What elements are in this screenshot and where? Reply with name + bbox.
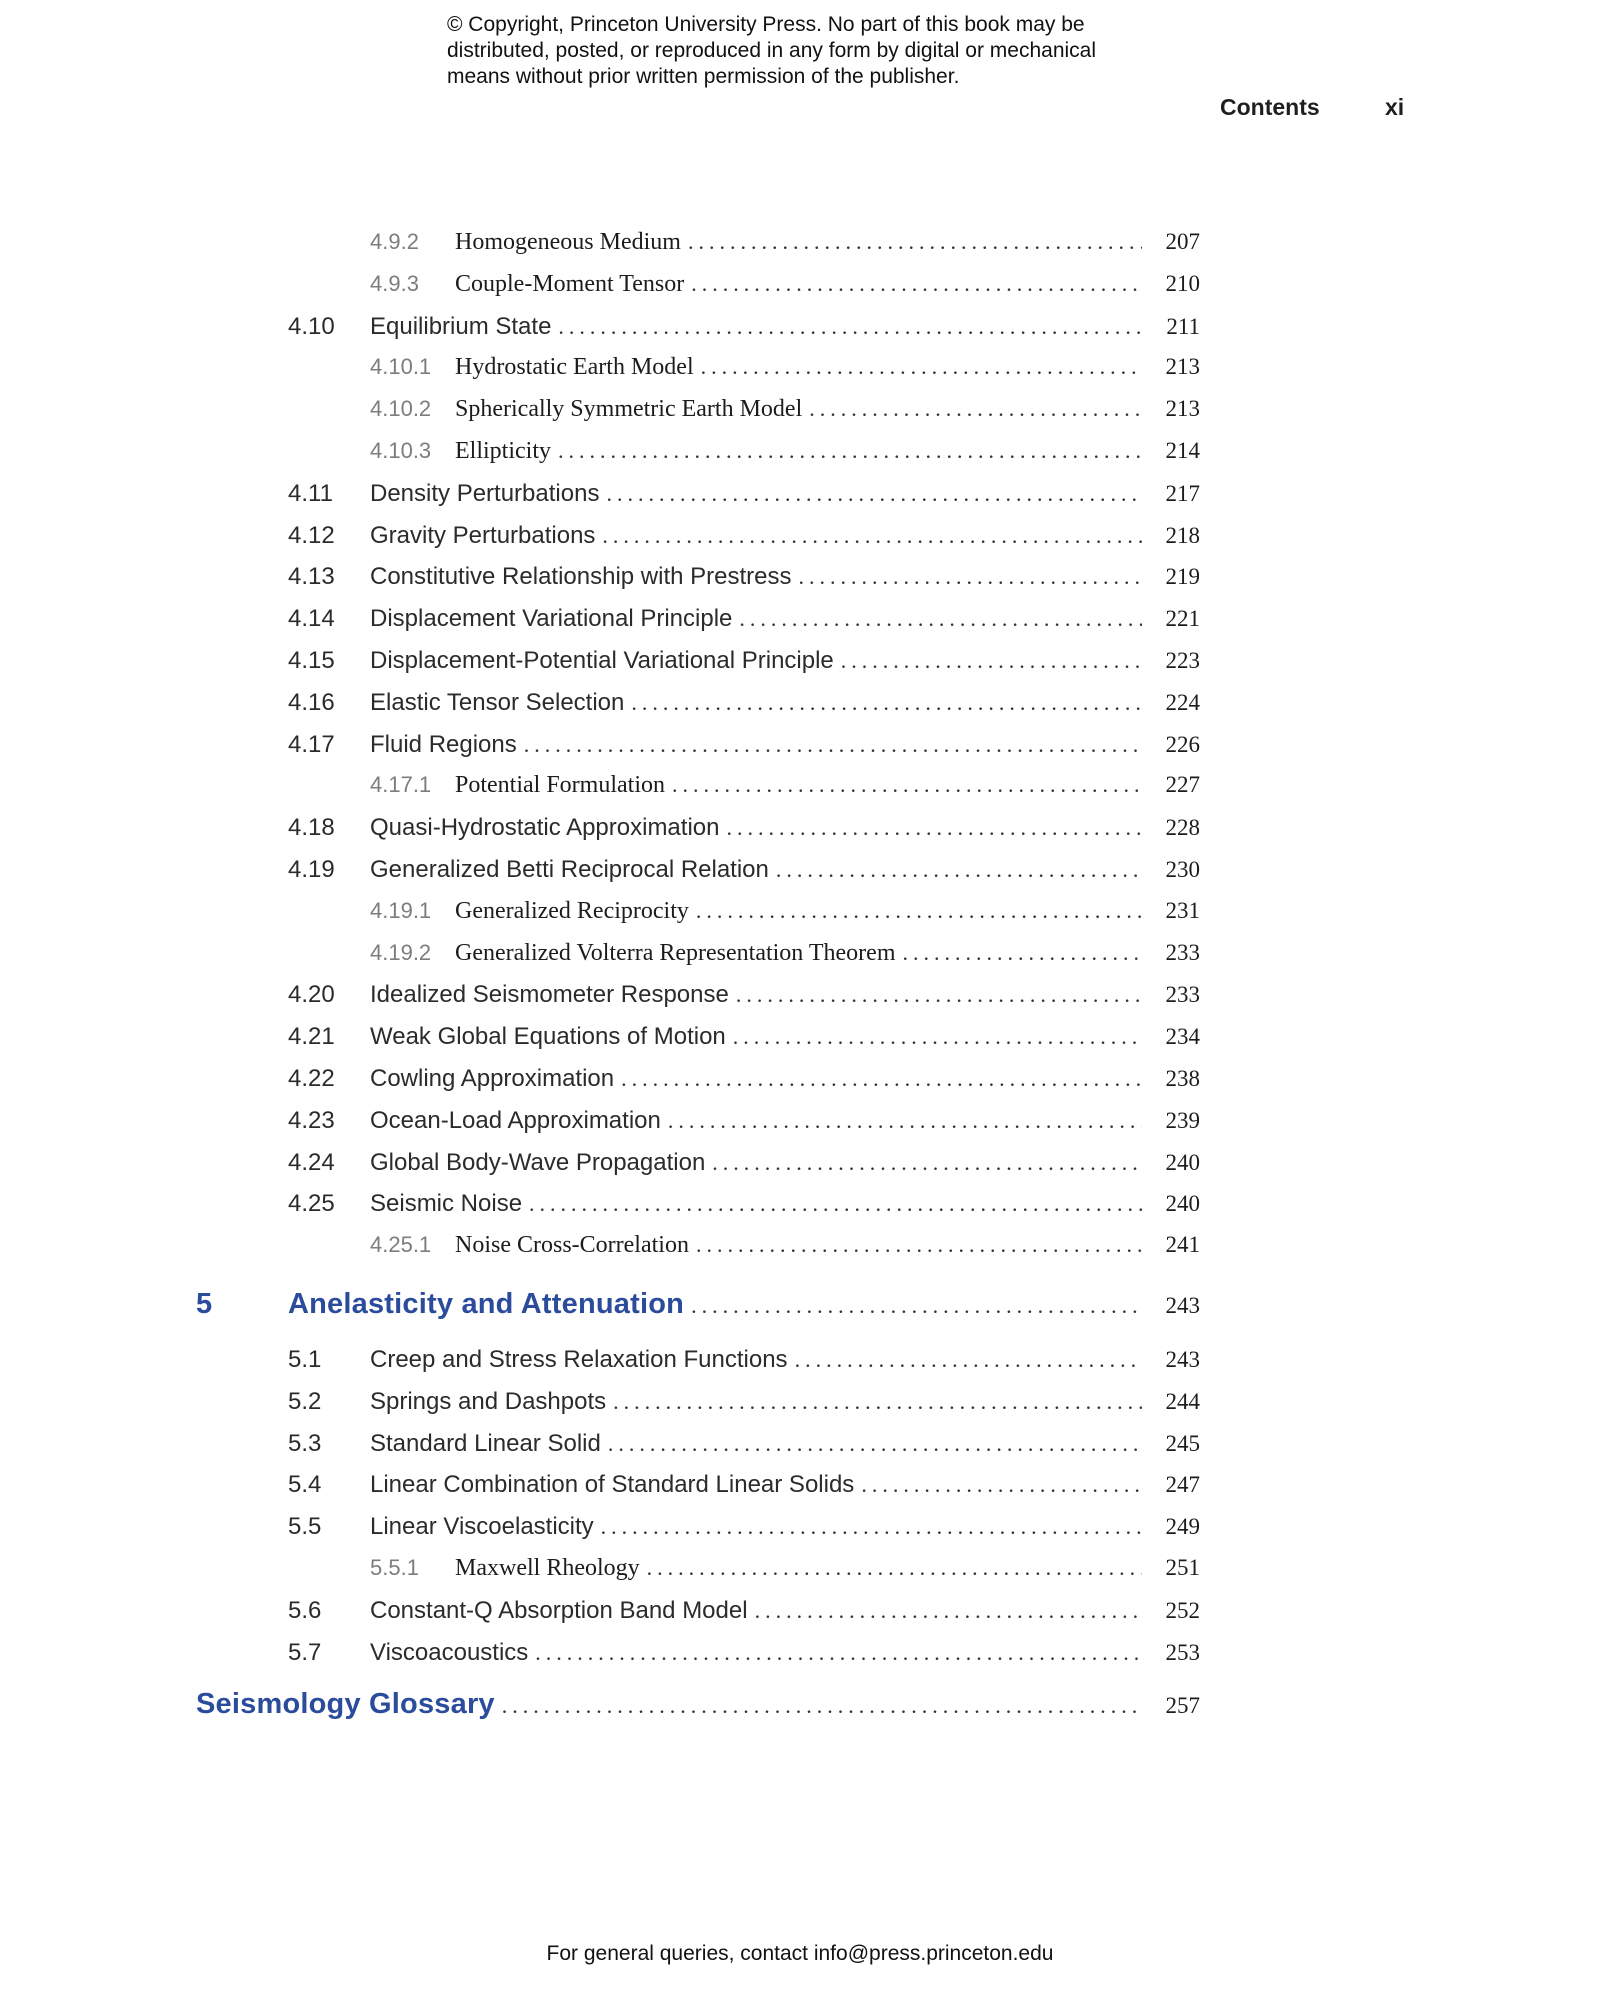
running-head-page-number: xi	[1385, 94, 1405, 120]
toc-entry-title: Elastic Tensor Selection	[370, 688, 625, 716]
dot-leader	[631, 690, 1142, 716]
toc-entry-title: Constant-Q Absorption Band Model	[370, 1596, 748, 1624]
toc-row-5.1[interactable]	[196, 1346, 1200, 1388]
toc-row-4.24[interactable]	[196, 1149, 1200, 1191]
dot-leader	[861, 1472, 1142, 1498]
toc-entry-title: Global Body-Wave Propagation	[370, 1148, 706, 1176]
toc-row-5[interactable]	[196, 1288, 1200, 1346]
dot-leader	[502, 1693, 1142, 1719]
toc-entry-page: 239	[1165, 1107, 1200, 1133]
toc-row-4.21[interactable]	[196, 1023, 1200, 1065]
dot-leader	[696, 898, 1142, 924]
toc-row-5.3[interactable]	[196, 1430, 1200, 1472]
dot-leader	[558, 314, 1142, 340]
toc-row-4.17.1[interactable]	[196, 772, 1200, 814]
dot-leader	[795, 1347, 1142, 1373]
toc-entry-page: 243	[1165, 1292, 1200, 1318]
toc-entry-title: Generalized Volterra Representation Theorem	[455, 939, 896, 966]
dot-leader	[601, 1514, 1142, 1540]
toc-entry-number: 4.19.1	[370, 897, 432, 923]
dot-leader	[841, 648, 1142, 674]
toc-entry-title: Displacement Variational Principle	[370, 605, 733, 633]
toc-row-5.5[interactable]	[196, 1513, 1200, 1555]
toc-entry-page: 221	[1165, 606, 1200, 632]
toc-entry-page: 207	[1165, 229, 1200, 254]
toc-entry-page: 240	[1165, 1191, 1200, 1217]
toc-entry-title: Noise Cross-Correlation	[455, 1232, 689, 1259]
toc-row-4.25.1[interactable]	[196, 1232, 1200, 1274]
toc-entry-page: 219	[1165, 564, 1200, 590]
toc-row-5.5.1[interactable]	[196, 1555, 1200, 1597]
toc-entry-number: 4.25	[288, 1190, 335, 1218]
toc-row-4.23[interactable]	[196, 1107, 1200, 1149]
dot-leader	[668, 1108, 1142, 1134]
toc-entry-number: 4.9.3	[370, 270, 419, 296]
toc-entry-page: 249	[1165, 1514, 1200, 1540]
toc-entry-title: Quasi-Hydrostatic Approximation	[370, 814, 720, 842]
toc-row-4.22[interactable]	[196, 1065, 1200, 1107]
toc-entry-page: 244	[1165, 1388, 1200, 1414]
toc-entry-page: 243	[1165, 1346, 1200, 1372]
dot-leader	[701, 354, 1142, 380]
toc-entry-title: Idealized Seismometer Response	[370, 981, 729, 1009]
toc-entry-page: 234	[1165, 1024, 1200, 1050]
toc-row-4.16[interactable]	[196, 689, 1200, 731]
toc-entry-number: 4.15	[288, 646, 335, 674]
dot-leader	[733, 1024, 1142, 1050]
dot-leader	[688, 229, 1142, 255]
toc-entry-page: 252	[1165, 1597, 1200, 1623]
toc-row-5.4[interactable]	[196, 1471, 1200, 1513]
toc-entry-page: 228	[1165, 815, 1200, 841]
toc-entry-page: 233	[1165, 939, 1200, 965]
toc-entry-number: 4.19	[288, 855, 335, 883]
dot-leader	[712, 1150, 1142, 1176]
toc-entry-page: 213	[1165, 396, 1200, 422]
toc-entry-number: 5.4	[288, 1471, 322, 1499]
toc-entry-number: 4.16	[288, 688, 335, 716]
toc-entry-number: 5.7	[288, 1638, 322, 1666]
toc-entry-number: 4.20	[288, 981, 335, 1009]
toc-entry-title: Linear Combination of Standard Linear Solids	[370, 1471, 855, 1499]
toc-entry-page: 251	[1165, 1554, 1200, 1580]
toc-entry-number: 4.13	[288, 563, 335, 591]
toc-entry-title: Fluid Regions	[370, 730, 517, 758]
dot-leader	[799, 564, 1142, 590]
toc-row-4.10[interactable]	[196, 313, 1200, 355]
toc-entry-number: 4.17	[288, 730, 335, 758]
toc-entry-title: Creep and Stress Relaxation Functions	[370, 1345, 788, 1373]
toc-row-4.14[interactable]	[196, 605, 1200, 647]
toc-row-4.9.3[interactable]	[196, 271, 1200, 313]
toc-row-5.6[interactable]	[196, 1597, 1200, 1639]
toc-entry-page: 245	[1165, 1430, 1200, 1456]
toc-entry-number: 4.10.1	[370, 354, 432, 380]
toc-entry-number: 5.5.1	[370, 1554, 419, 1580]
toc-entry-title: Potential Formulation	[455, 772, 665, 799]
toc-row-4.18[interactable]	[196, 814, 1200, 856]
toc-entry-number: 4.10.2	[370, 396, 432, 422]
toc-entry-page: 227	[1165, 772, 1200, 798]
running-head-section: Contents	[1220, 94, 1320, 120]
toc-entry-title: Gravity Perturbations	[370, 521, 596, 549]
toc-row-4.12[interactable]	[196, 522, 1200, 564]
toc-entry-number: 5.1	[288, 1345, 322, 1373]
toc-row-5.7[interactable]	[196, 1639, 1200, 1681]
toc-entry-title: Constitutive Relationship with Prestress	[370, 563, 792, 591]
toc-entry-number: 4.19.2	[370, 939, 432, 965]
toc-entry-title: Anelasticity and Attenuation	[288, 1287, 685, 1320]
toc-row-4.19.1[interactable]	[196, 898, 1200, 940]
toc-entry-number: 5	[196, 1287, 213, 1320]
dot-leader	[736, 982, 1142, 1008]
dot-leader	[558, 438, 1142, 464]
toc-entry-number: 4.23	[288, 1106, 335, 1134]
toc-entry-number: 4.25.1	[370, 1232, 432, 1258]
toc-entry-number: 4.12	[288, 521, 335, 549]
toc-entry-number: 4.14	[288, 605, 335, 633]
dot-leader	[726, 815, 1142, 841]
toc-entry-number: 4.10.3	[370, 437, 432, 463]
toc-entry-page: 224	[1165, 689, 1200, 715]
toc-entry-title: Linear Viscoelasticity	[370, 1513, 594, 1541]
toc-row-4.15[interactable]	[196, 647, 1200, 689]
toc-entry-title: Generalized Reciprocity	[455, 897, 689, 924]
toc-entry-page: 211	[1166, 313, 1200, 339]
toc-entry-number: 4.11	[288, 479, 333, 507]
toc-entry-page: 226	[1165, 731, 1200, 757]
toc-entry-page: 241	[1165, 1232, 1200, 1258]
toc-entry-page: 257	[1165, 1693, 1200, 1719]
toc-entry-page: 231	[1165, 897, 1200, 923]
toc-row-4.11[interactable]	[196, 480, 1200, 522]
dot-leader	[672, 772, 1142, 798]
toc-entry-title: Equilibrium State	[370, 312, 552, 340]
toc-entry-title: Spherically Symmetric Earth Model	[455, 396, 803, 423]
toc-entry-number: 4.22	[288, 1064, 335, 1092]
toc-entry-page: 230	[1165, 856, 1200, 882]
toc-entry-number: 4.21	[288, 1023, 335, 1051]
dot-leader	[776, 857, 1142, 883]
toc-entry-title: Seismology Glossary	[196, 1688, 495, 1721]
dot-leader	[602, 523, 1142, 549]
toc-row-4.17[interactable]	[196, 731, 1200, 773]
toc-entry-page: 217	[1165, 480, 1200, 506]
toc-row-4.10.2[interactable]	[196, 396, 1200, 438]
toc-row-4.19[interactable]	[196, 856, 1200, 898]
toc-entry-title: Cowling Approximation	[370, 1064, 615, 1092]
dot-leader	[535, 1640, 1142, 1666]
dot-leader	[739, 606, 1142, 632]
toc-entry-title: Ocean-Load Approximation	[370, 1106, 661, 1134]
copyright-line-3: means without prior written permission of the publisher.	[447, 65, 960, 88]
dot-leader	[606, 481, 1142, 507]
toc-row-4.10.3[interactable]	[196, 438, 1200, 480]
toc-entry-title: Standard Linear Solid	[370, 1429, 601, 1457]
toc-entry-title: Viscoacoustics	[370, 1638, 529, 1666]
toc-entry-number: 4.9.2	[370, 229, 419, 254]
toc-entry-title: Couple-Moment Tensor	[455, 270, 685, 297]
toc-entry-page: 210	[1165, 270, 1200, 296]
dot-leader	[809, 396, 1142, 422]
table-of-contents	[196, 229, 1200, 1746]
toc-entry-title: Density Perturbations	[370, 479, 600, 507]
dot-leader	[691, 271, 1142, 297]
dot-leader	[524, 732, 1142, 758]
toc-entry-title: Maxwell Rheology	[455, 1554, 640, 1581]
toc-entry-page: 218	[1165, 522, 1200, 548]
toc-entry-number: 5.2	[288, 1387, 322, 1415]
toc-entry-title: Weak Global Equations of Motion	[370, 1023, 726, 1051]
toc-entry-page: 240	[1165, 1149, 1200, 1175]
toc-row-4.10.1[interactable]	[196, 354, 1200, 396]
toc-row-4.13[interactable]	[196, 563, 1200, 605]
toc-entry-title: Springs and Dashpots	[370, 1387, 607, 1415]
toc-entry-number: 4.17.1	[370, 772, 432, 798]
toc-entry-number: 5.6	[288, 1596, 322, 1624]
toc-row-4.9.2[interactable]	[196, 229, 1200, 271]
toc-entry-page: 214	[1165, 437, 1200, 463]
toc-entry-number: 5.5	[288, 1513, 322, 1541]
dot-leader	[529, 1191, 1142, 1217]
dot-leader	[755, 1598, 1142, 1624]
copyright-line-2: distributed, posted, or reproduced in any form by digital or mechanical	[447, 39, 1097, 62]
dot-leader	[608, 1431, 1142, 1457]
toc-entry-title: Seismic Noise	[370, 1190, 523, 1218]
toc-entry-number: 4.10	[288, 312, 335, 340]
dot-leader	[647, 1555, 1142, 1581]
copyright-line-1: © Copyright, Princeton University Press. No part of this book may be	[447, 13, 1085, 36]
dot-leader	[613, 1389, 1142, 1415]
toc-entry-title: Displacement-Potential Variational Principle	[370, 646, 834, 674]
toc-entry-number: 5.3	[288, 1429, 322, 1457]
toc-entry-page: 247	[1165, 1472, 1200, 1498]
dot-leader	[696, 1232, 1142, 1258]
dot-leader	[691, 1293, 1142, 1319]
toc-row-5.2[interactable]	[196, 1388, 1200, 1430]
dot-leader	[621, 1066, 1142, 1092]
toc-entry-page: 223	[1165, 647, 1200, 673]
toc-entry-title: Hydrostatic Earth Model	[455, 354, 694, 381]
toc-entry-page: 213	[1165, 354, 1200, 380]
footer-contact: For general queries, contact info@press.princeton.edu	[546, 1942, 1054, 1965]
toc-entry-number: 4.24	[288, 1148, 335, 1176]
toc-entry-title: Generalized Betti Reciprocal Relation	[370, 855, 769, 883]
toc-entry-page: 233	[1165, 982, 1200, 1008]
toc-row-4.25[interactable]	[196, 1190, 1200, 1232]
toc-entry-title: Homogeneous Medium	[455, 229, 681, 255]
toc-row-4.19.2[interactable]	[196, 940, 1200, 982]
toc-entry-page: 253	[1165, 1639, 1200, 1665]
toc-entry-number: 4.18	[288, 814, 335, 842]
toc-row-seismology-glossary[interactable]	[196, 1688, 1200, 1746]
toc-entry-page: 238	[1165, 1065, 1200, 1091]
toc-entry-title: Ellipticity	[455, 437, 551, 464]
dot-leader	[903, 940, 1143, 966]
toc-row-4.20[interactable]	[196, 981, 1200, 1023]
copyright-notice	[447, 12, 1167, 90]
